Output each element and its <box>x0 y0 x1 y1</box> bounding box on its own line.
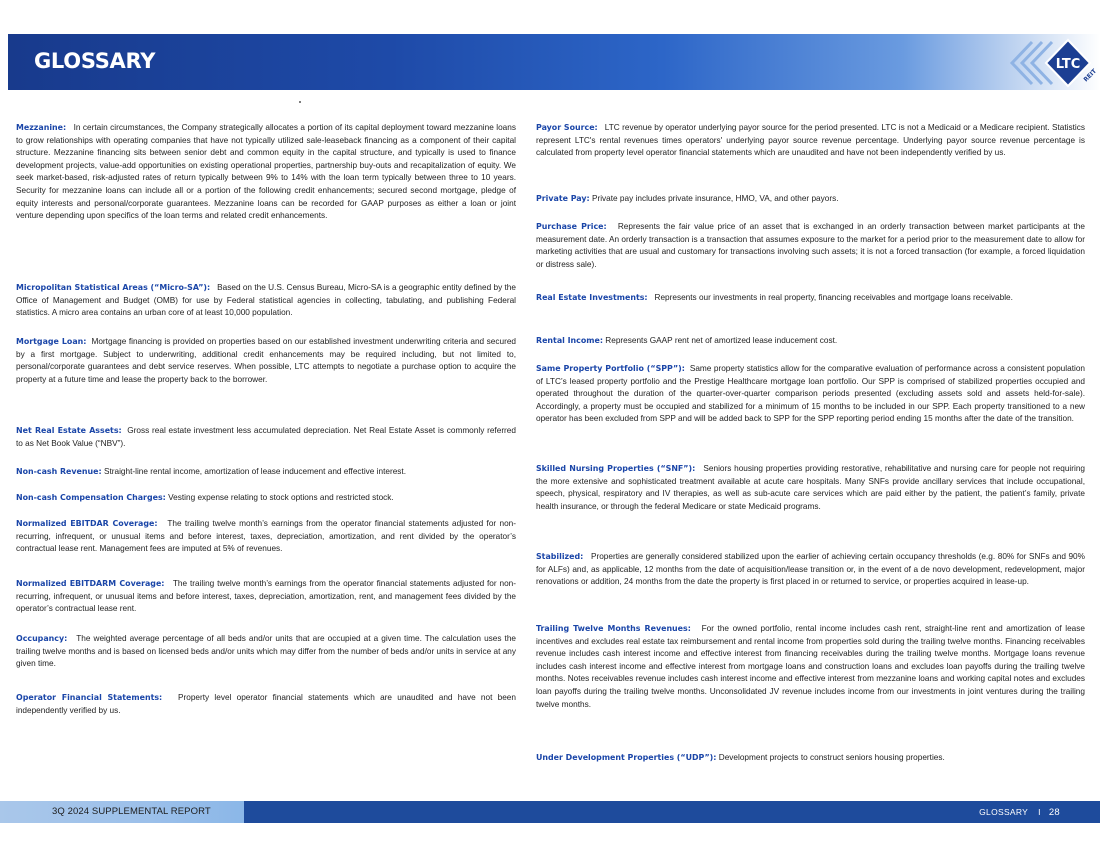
glossary-definition: For the owned portfolio, rental income includes cash rent, straight-line rent and amortization of lease incentives and excludes real estate tax reimbursement and rental income from properties sold during the trailing twelve months. Financing receivables revenue includes cash interest income and effective interest from financing receivables during the trailing twelve months. Mortgage loans revenue includes cash interest income and effective interest from mortgage loans and construction loans and excludes loan payoffs during the trailing twelve months. Notes receivables revenue includes cash interest income and effective interest from mezzanine loans and working capital notes and excludes loan payoffs during the trailing twelve months. Unconsolidated JV revenue includes income from our investments in joint ventures during the trailing twelve months. <box>536 624 1085 709</box>
glossary-definition: Vesting expense relating to stock options and restricted stock. <box>168 493 394 502</box>
glossary-definition: Represents our investments in real property, financing receivables and mortgage loans receivable. <box>654 293 1013 302</box>
glossary-entry-micro-sa <box>16 282 516 320</box>
glossary-definition: Property level operator financial statements which are unaudited and have not been independently verified by us. <box>16 693 516 715</box>
glossary-definition: Gross real estate investment less accumulated depreciation. Net Real Estate Asset is commonly referred to as Net Book Value (“NBV”). <box>16 426 516 448</box>
glossary-term: Non-cash Revenue: <box>16 467 102 476</box>
glossary-term: Payor Source: <box>536 123 598 132</box>
glossary-definition: Same property statistics allow for the comparative evaluation of performance across a consistent population of LTC’s leased property portfolio and the Prestige Healthcare mortgage loan portfolio. Our SPP is comprised of stabilized properties occupied and operated throughout the duration of the quarter-over-quarter comparison periods presented (excluding assets sold and assets held-for-sale). Accordingly, a property must be occupied and stabilized for a minimum of 15 months to be included in our SPP. Each property transitioned to a new operator has been excluded from SPP and will be added back to SPP for the SPP reporting period ending 15 months after the date of the transition. <box>536 364 1085 424</box>
glossary-definition: Represents GAAP rent net of amortized lease inducement cost. <box>605 336 838 345</box>
glossary-entry-under-development-properties <box>536 752 1085 765</box>
footer-separator: I <box>1038 807 1041 817</box>
glossary-term: Micropolitan Statistical Areas (“Micro-SA”): <box>16 283 211 292</box>
glossary-term: Private Pay: <box>536 194 590 203</box>
glossary-definition: The trailing twelve month’s earnings from the operator financial statements adjusted for non-recurring, infrequent, or unusual items and before interest, taxes, depreciation, amortization, rent, and management fees divided by the operator’s contractual lease rent. <box>16 579 516 614</box>
glossary-entry-ttm-revenues <box>536 623 1085 711</box>
glossary-definition: LTC revenue by operator underlying payor source for the period presented. LTC is not a Medicaid or a Medicare recipient. Statistics represent LTC's rental revenues times operators' underlying payor source revenue percentage. Underlying payor source revenue percentage is calculated from property level operator financial statements which are unaudited and have not been independently verified by us. <box>536 123 1085 158</box>
glossary-definition: In certain circumstances, the Company strategically allocates a portion of its capital deployment toward mezzanine loans to grow relationships with operating companies that have not typically utilized sale-leaseback financing as a component of their capital structure. Mezzanine financing sits between senior debt and common equity in the capital structure, and typically is used to finance development projects, value-add opportunities on existing operational properties, partnership buy-outs and recapitalization of equity. We seek market-based, risk-adjusted rates of return typically between 9% to 14% with the loan term typically between three to 10 years. Security for mezzanine loans can include all or a portion of the following credit enhancements; secured second mortgage, pledge of equity interests and personal/corporate guarantees. Mezzanine loans can be recorded for GAAP purposes as either a loan or joint venture depending upon specifics of the loan terms and related credit enhancements. <box>16 123 516 221</box>
glossary-entry-operator-financial-statements <box>16 692 516 717</box>
glossary-entry-mortgage-loan <box>16 336 516 386</box>
glossary-entry-purchase-price <box>536 221 1085 271</box>
glossary-term: Rental Income: <box>536 336 603 345</box>
glossary-term: Normalized EBITDAR Coverage: <box>16 519 158 528</box>
logo-subtext: REIT <box>1082 67 1099 84</box>
glossary-definition: Mortgage financing is provided on properties based on our established investment underwriting criteria and secured by a first mortgage. Subject to underwriting, additional credit enhancements may be required including, but not limited to, personal/corporate guarantees and debt service reserves. When possible, LTC attempts to negotiate a purchase option to acquire the property at a future time and lease the property back to the borrower. <box>16 337 517 384</box>
glossary-entry-rental-income <box>536 335 1085 348</box>
footer-bar <box>0 801 1100 823</box>
header-banner <box>8 34 1100 90</box>
glossary-entry-non-cash-compensation <box>16 492 516 505</box>
ltc-reit-logo <box>998 34 1100 92</box>
glossary-definition: Straight-line rental income, amortization of lease inducement and effective interest. <box>103 467 407 476</box>
footer-section: GLOSSARY <box>979 807 1029 817</box>
footer-report-band <box>0 801 244 823</box>
glossary-term: Non-cash Compensation Charges: <box>16 493 166 502</box>
glossary-entry-stabilized <box>536 551 1085 589</box>
glossary-term: Purchase Price: <box>536 222 607 231</box>
glossary-definition: Private pay includes private insurance, HMO, VA, and other payors. <box>591 194 839 203</box>
stray-mark <box>299 101 301 103</box>
glossary-term: Normalized EBITDARM Coverage: <box>16 579 165 588</box>
glossary-definition: The weighted average percentage of all beds and/or units that are occupied at a given time. The calculation uses the trailing twelve months and is based on licensed beds and/or units which may differ from the number of beds and/or units in service at any given time. <box>16 634 517 669</box>
footer-report-title: 3Q 2024 SUPPLEMENTAL REPORT <box>52 806 211 817</box>
glossary-term: Under Development Properties (“UDP”): <box>536 753 717 762</box>
glossary-term: Net Real Estate Assets: <box>16 426 122 435</box>
glossary-entry-net-real-estate-assets <box>16 425 516 450</box>
glossary-term: Real Estate Investments: <box>536 293 648 302</box>
glossary-definition: Properties are generally considered stabilized upon the earlier of achieving certain occupancy thresholds (e.g. 80% for SNFs and 90% for ALFs) and, as applicable, 12 months from the date of acquisition/lease transition or, in the event of a de novo development, redevelopment, major renovations or addition, 24 months from the date the property is first placed in or returned to service, or properties acquired in lease-up. <box>536 552 1085 587</box>
page-number: 28 <box>1048 807 1060 818</box>
glossary-entry-same-property-portfolio <box>536 363 1085 426</box>
glossary-definition: Represents the fair value price of an asset that is exchanged in an orderly transaction between market participants at the measurement date. An orderly transaction is a transaction that assumes exposure to the market for a period prior to the measurement date to allow for marketing activities that are usual and customary for transactions involving such assets; it is not a forced transaction (for example, a forced liquidation or distress sale). <box>536 222 1085 269</box>
glossary-term: Same Property Portfolio (“SPP”): <box>536 364 685 373</box>
glossary-definition: Seniors housing properties providing restorative, rehabilitative and nursing care for people not requiring the more extensive and sophisticated treatment available at acute care hospitals. Many SNFs provide ancillary services that include occupational, speech, physical, respiratory and IV therapies, as well as sub-acute care services which are paid either by the patient, the patient’s family, private health insurance, or through the federal Medicare or state Medicaid programs. <box>536 464 1085 511</box>
glossary-entry-mezzanine <box>16 122 516 223</box>
glossary-entry-payor-source <box>536 122 1085 160</box>
glossary-term: Mezzanine: <box>16 123 67 132</box>
glossary-term: Operator Financial Statements: <box>16 693 163 702</box>
glossary-entry-occupancy <box>16 633 516 671</box>
glossary-term: Mortgage Loan: <box>16 337 87 346</box>
glossary-entry-ebitdarm-coverage <box>16 578 516 616</box>
glossary-term: Trailing Twelve Months Revenues: <box>536 624 691 633</box>
page-title: GLOSSARY <box>34 49 156 73</box>
glossary-entry-real-estate-investments <box>536 292 1085 305</box>
logo-text: LTC <box>1055 57 1081 72</box>
glossary-term: Occupancy: <box>16 634 68 643</box>
glossary-entry-ebitdar-coverage <box>16 518 516 556</box>
glossary-term: Stabilized: <box>536 552 584 561</box>
glossary-term: Skilled Nursing Properties (“SNF”): <box>536 464 696 473</box>
glossary-definition: Based on the U.S. Census Bureau, Micro-SA is a geographic entity defined by the Office of Management and Budget (OMB) for use by Federal statistical agencies in collecting, tabulating, and publishing Federal statistics. A micro area contains an urban core of at least 10,000 population. <box>16 283 516 318</box>
glossary-definition: The trailing twelve month’s earnings from the operator financial statements adjusted for non-recurring, infrequent, or unusual items and before interest, taxes, depreciation, amortization, and rent divided by the operator’s contractual lease rent. Management fees are imputed at 5% of revenues. <box>16 519 516 554</box>
footer-page-info <box>979 807 1060 818</box>
glossary-entry-skilled-nursing-properties <box>536 463 1085 513</box>
glossary-entry-non-cash-revenue <box>16 466 516 479</box>
glossary-entry-private-pay <box>536 193 1085 206</box>
glossary-definition: Development projects to construct seniors housing properties. <box>718 753 945 762</box>
